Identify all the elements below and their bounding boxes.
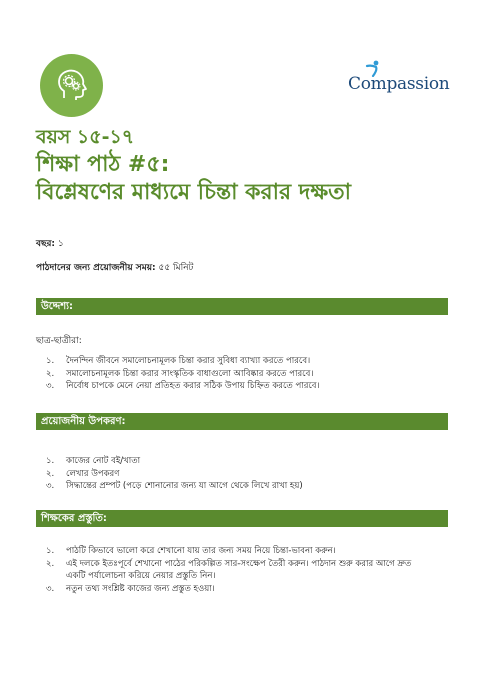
lesson-number: শিক্ষা পাঠ #৫: (36, 152, 170, 177)
list-item: ২. লেখার উপকরণ (46, 468, 120, 479)
list-item: ২. সমালোচনামূলক চিন্তা করার সাংস্কৃতিক বাধাগুলো আবিষ্কার করতে পারবে। (46, 368, 314, 379)
objectives-list (46, 355, 446, 393)
year-label: বছর: (36, 239, 56, 249)
list-item: ৩. নতুন তথ্য সংশ্লিষ্ট কাজের জন্য প্রস্তুত হওয়া। (46, 583, 215, 594)
brand-name: Compassion (348, 74, 450, 94)
time-label: পাঠদানের জন্য প্রয়োজনীয় সময়: (36, 263, 156, 273)
time-value: ৫৫ মিনিট (155, 263, 194, 273)
list-item: ১. কাজের নোট বই/খাতা (46, 456, 141, 466)
time-line (36, 260, 193, 275)
list-item: একটি পর্যালোচনা করিয়ে নেয়ার প্রস্তুতি নিন। (66, 571, 216, 581)
age-heading: বয়স ১৫-১৭ (36, 126, 135, 148)
compassion-logo (348, 60, 448, 100)
lesson-logo (40, 54, 103, 117)
section-preparation-header: শিক্ষকের প্রস্তুতি: (36, 510, 448, 527)
lesson-title (36, 151, 351, 207)
section-objectives-header: উদ্দেশ্য: (36, 298, 448, 315)
preparation-list (46, 545, 446, 595)
materials-list (46, 455, 446, 493)
list-item: ২. এই দলকে ইতঃপূর্বে শেখানো পাঠের পরিকল্পিত সার-সংক্ষেপ তৈরী করুন। পাঠদান শুরু করার আগে দ্রুত (46, 558, 412, 569)
head-gears-icon (54, 67, 90, 103)
list-item: ৩. নির্বোধ চাপকে মেনে নেয়া প্রতিহত করার সঠিক উপায় চিহ্নিত করতে পারবে। (46, 381, 320, 391)
year-value: ১ (55, 239, 64, 249)
list-item: ১. পাঠটি কিভাবে ভালো করে শেখানো যায় তার জন্য সময় নিয়ে চিন্তা-ভাবনা করুন। (46, 546, 336, 556)
year-line (36, 236, 64, 251)
list-item: ১. দৈনন্দিন জীবনে সমালোচনামূলক চিন্তা করার সুবিধা ব্যাখ্যা করতে পারবে। (46, 356, 311, 366)
lesson-name: বিশ্লেষণের মাধ্যমে চিন্তা করার দক্ষতা (36, 180, 352, 205)
list-item: ৩. সিদ্ধান্তের প্রম্পট (পড়ে শোনানোর জন্য যা আগে থেকে লিখে রাখা হয়) (46, 481, 303, 491)
section-materials-header: প্রয়োজনীয় উপকরণ: (36, 413, 448, 430)
objectives-lead: ছাত্র-ছাত্রীরা: (36, 336, 82, 346)
